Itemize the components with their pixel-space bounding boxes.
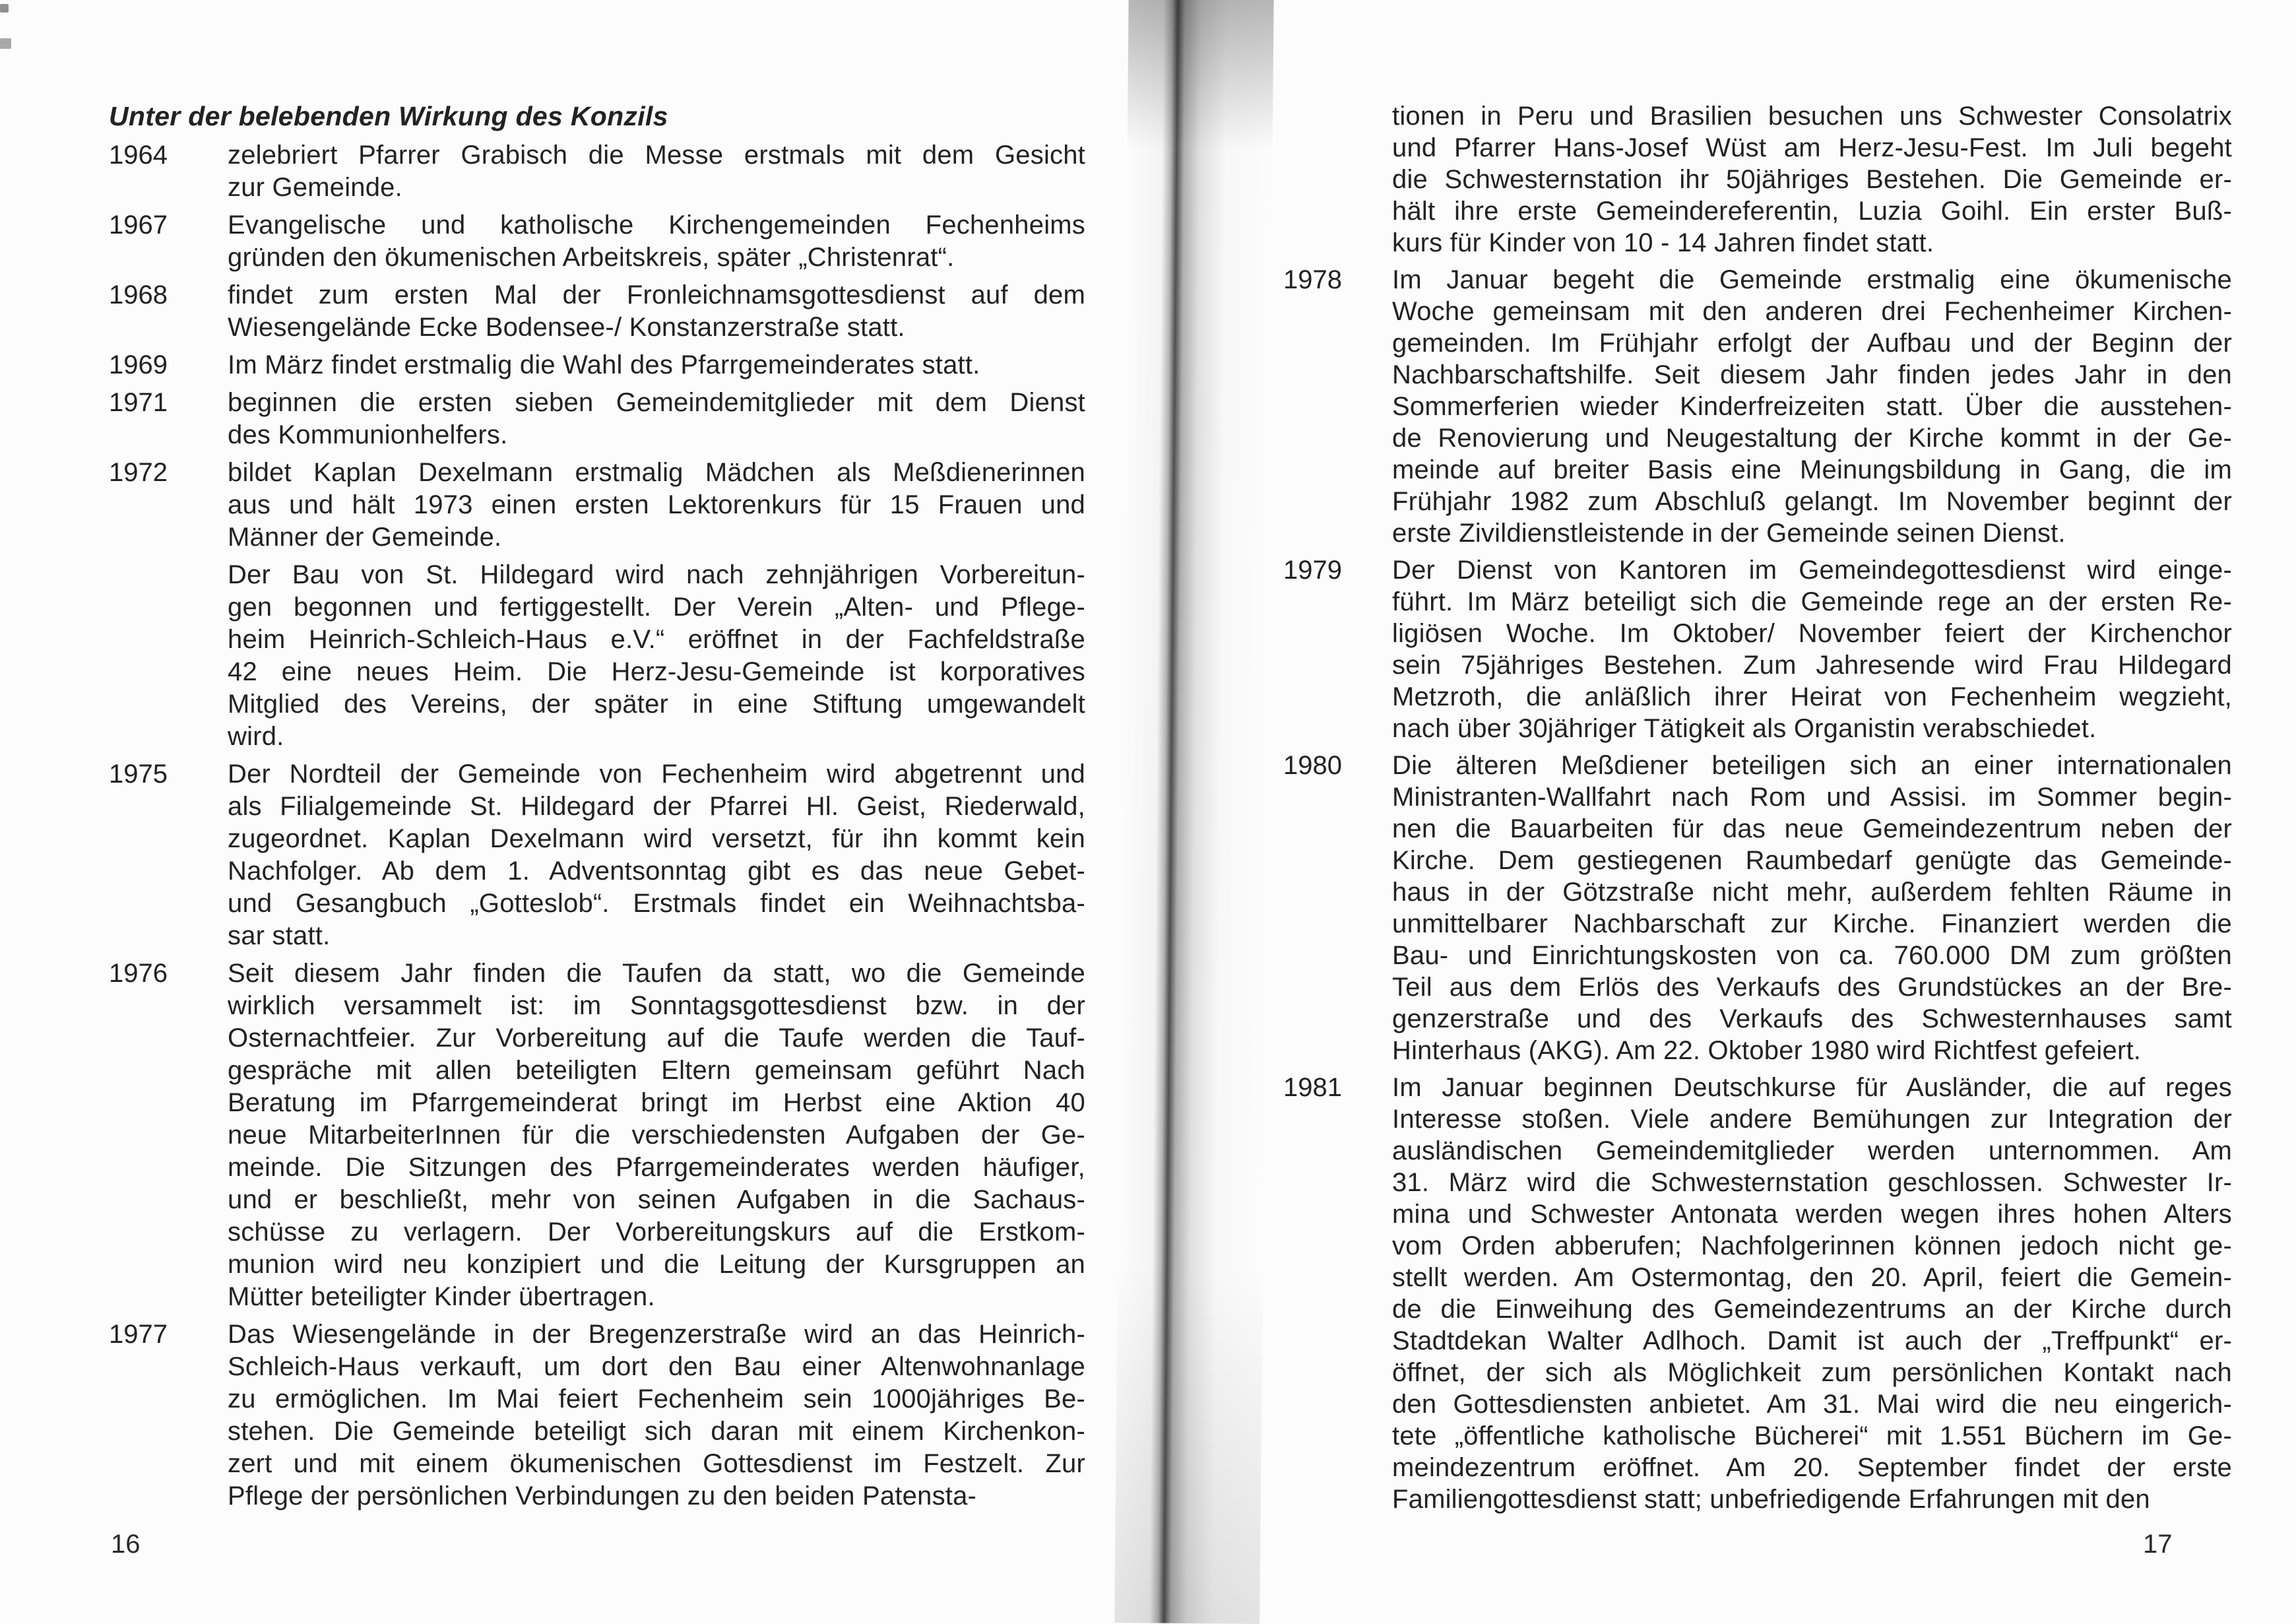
section-heading: Unter der belebenden Wirkung des Konzils: [109, 101, 668, 131]
text-line: sein 75jähriges Bestehen. Zum Jahresende wird Frau Hildegard: [1392, 651, 2232, 680]
timeline-entry: [1283, 554, 2232, 744]
text-line: beginnen die ersten sieben Gemeindemitglieder mit dem Dienst: [228, 388, 1085, 417]
text-line: Hinterhaus (AKG). Am 22. Oktober 1980 wird Richtfest gefeiert.: [1392, 1036, 2142, 1065]
text-line: 31. März wird die Schwesternstation geschlossen. Schwester Ir-: [1392, 1168, 2232, 1197]
text-line: vom Orden abberufen; Nachfolgerinnen können jedoch nicht ge-: [1392, 1231, 2232, 1260]
entry-year: [1283, 100, 1392, 259]
timeline-entry: [109, 1318, 1085, 1512]
text-line: öffnet, der sich als Möglichkeit zum persönlichen Kontakt nach: [1392, 1358, 2232, 1387]
text-line: mina und Schwester Antonata werden wegen ihres hohen Alters: [1392, 1200, 2232, 1229]
text-line: Metzroth, die anläßlich ihrer Heirat von Fechenheim wegzieht,: [1392, 682, 2232, 711]
text-line: Der Nordteil der Gemeinde von Fechenheim wird abgetrennt und: [228, 760, 1085, 789]
text-line: und Pfarrer Hans-Josef Wüst am Herz-Jesu-Fest. Im Juli begeht: [1392, 133, 2232, 162]
text-line: Schleich-Haus verkauft, um dort den Bau einer Altenwohnanlage: [228, 1352, 1085, 1381]
timeline-entry: [1283, 1072, 2232, 1515]
entry-text: [228, 457, 1085, 554]
book-gutter-shadow: [1114, 0, 1274, 1624]
text-line: nach über 30jähriger Tätigkeit als Organistin verabschiedet.: [1392, 714, 2097, 743]
timeline-entry: [1283, 264, 2232, 549]
timeline-entry: [109, 349, 1085, 381]
entry-year: 1980: [1283, 751, 1342, 780]
text-line: aus und hält 1973 einen ersten Lektorenkurs für 15 Frauen und: [228, 490, 1085, 519]
timeline-entry: [1283, 100, 2232, 259]
timeline-entry: [109, 139, 1085, 204]
timeline-entry: [109, 209, 1085, 274]
timeline-entry: [109, 958, 1085, 1313]
text-line: Evangelische und katholische Kirchengemeinden Fechenheims: [228, 211, 1085, 240]
timeline-left: [109, 139, 1085, 1512]
timeline-entry: [109, 457, 1085, 554]
text-line: ausländischen Gemeindemitglieder werden unternommen. Am: [1392, 1136, 2232, 1165]
entry-year: 1964: [109, 141, 168, 170]
text-line: den Gottesdiensten anbietet. Am 31. Mai wird die neu eingerich-: [1392, 1390, 2232, 1419]
entry-year: 1979: [1283, 556, 1342, 585]
entry-text: [228, 279, 1085, 344]
text-line: munion wird neu konzipiert und die Leitung der Kursgruppen an: [228, 1250, 1085, 1279]
text-line: nen die Bauarbeiten für das neue Gemeindezentrum neben der: [1392, 814, 2232, 843]
text-line: gespräche mit allen beteiligten Eltern gemeinsam geführt Nach: [228, 1056, 1085, 1085]
text-line: bildet Kaplan Dexelmann erstmalig Mädchen als Meßdienerinnen: [228, 458, 1085, 487]
text-line: Die älteren Meßdiener beteiligen sich an einer internationalen: [1392, 751, 2232, 780]
text-line: als Filialgemeinde St. Hildegard der Pfarrei Hl. Geist, Riederwald,: [228, 792, 1085, 821]
entry-year: 1978: [1283, 265, 1342, 294]
entry-text: [228, 209, 1085, 274]
page-number-right: 17: [2143, 1530, 2173, 1559]
text-line: Nachfolger. Ab dem 1. Adventsonntag gibt es das neue Gebet-: [228, 857, 1085, 886]
text-line: Osternachtfeier. Zur Vorbereitung auf die Taufe werden die Tauf-: [228, 1023, 1085, 1053]
text-line: zu ermöglichen. Im Mai feiert Fechenheim sein 1000jähriges Be-: [228, 1384, 1085, 1413]
text-line: die Schwesternstation ihr 50jähriges Bestehen. Die Gemeinde er-: [1392, 165, 2232, 194]
text-line: Der Dienst von Kantoren im Gemeindegottesdienst wird einge-: [1392, 556, 2232, 585]
text-line: Seit diesem Jahr finden die Taufen da statt, wo die Gemeinde: [228, 959, 1085, 988]
text-line: Bau- und Einrichtungskosten von ca. 760.000 DM zum größten: [1392, 941, 2232, 970]
text-line: 42 eine neues Heim. Die Herz-Jesu-Gemeinde ist korporatives: [228, 657, 1085, 686]
text-line: Im Januar begeht die Gemeinde erstmalig eine ökumenische: [1392, 265, 2232, 294]
text-line: Pflege der persönlichen Verbindungen zu den beiden Patensta-: [228, 1481, 977, 1510]
entry-year: 1967: [109, 211, 168, 240]
text-line: Teil aus dem Erlös des Verkaufs des Grundstückes an der Bre-: [1392, 973, 2232, 1002]
page-right: [1283, 100, 2232, 1520]
text-line: unmittelbarer Nachbarschaft zur Kirche. Finanziert werden die: [1392, 909, 2232, 938]
text-line: wirklich versammelt ist: im Sonntagsgottesdienst bzw. in der: [228, 991, 1085, 1020]
entry-text: [1392, 750, 2232, 1066]
text-line: Der Bau von St. Hildegard wird nach zehnjährigen Vorbereitun-: [228, 560, 1085, 589]
text-line: kurs für Kinder von 10 - 14 Jahren findet statt.: [1392, 228, 1934, 257]
entry-text: [1392, 264, 2232, 549]
text-line: Familiengottesdienst statt; unbefriedigende Erfahrungen mit den: [1392, 1485, 2150, 1514]
text-line: tete „öffentliche katholische Bücherei“ mit 1.551 Büchern im Ge-: [1392, 1421, 2232, 1450]
text-line: zert und mit einem ökumenischen Gottesdienst im Festzelt. Zur: [228, 1449, 1085, 1478]
text-line: schüsse zu verlagern. Der Vorbereitungskurs auf die Erstkom-: [228, 1218, 1085, 1247]
entry-text: [228, 349, 1085, 381]
entry-text: [228, 958, 1085, 1313]
text-line: Wiesengelände Ecke Bodensee-/ Konstanzerstraße statt.: [228, 313, 905, 342]
text-line: Sommerferien wieder Kinderfreizeiten statt. Über die ausstehen-: [1392, 392, 2232, 421]
text-line: Kirche. Dem gestiegenen Raumbedarf genügte das Gemeinde-: [1392, 846, 2232, 875]
text-line: haus in der Götzstraße nicht mehr, außerdem fehlten Räume in: [1392, 878, 2232, 907]
text-line: Nachbarschaftshilfe. Seit diesem Jahr finden jedes Jahr in den: [1392, 360, 2232, 389]
timeline-entry: [109, 758, 1085, 952]
text-line: meinde. Die Sitzungen des Pfarrgemeinderates werden häufiger,: [228, 1153, 1085, 1182]
entry-text: [228, 139, 1085, 204]
text-line: gen begonnen und fertiggestellt. Der Verein „Alten- und Pflege-: [228, 593, 1085, 622]
entry-text: [228, 387, 1085, 451]
text-line: stehen. Die Gemeinde beteiligt sich daran mit einem Kirchenkon-: [228, 1417, 1085, 1446]
text-line: heim Heinrich-Schleich-Haus e.V.“ eröffnet in der Fachfeldstraße: [228, 625, 1085, 654]
timeline-right: [1283, 100, 2232, 1515]
text-line: zur Gemeinde.: [228, 173, 402, 202]
text-line: de die Einweihung des Gemeindezentrums an der Kirche durch: [1392, 1295, 2232, 1324]
entry-text: [228, 1318, 1085, 1512]
text-line: wird.: [228, 722, 284, 751]
entry-text: [1392, 100, 2232, 259]
text-line: neue MitarbeiterInnen für die verschiedensten Aufgaben der Ge-: [228, 1121, 1085, 1150]
text-line: hält ihre erste Gemeindereferentin, Luzia Goihl. Ein erster Buß-: [1392, 197, 2232, 226]
entry-text: [1392, 554, 2232, 744]
text-line: sar statt.: [228, 921, 331, 950]
timeline-entry: [1283, 750, 2232, 1066]
text-line: findet zum ersten Mal der Fronleichnamsgottesdienst auf dem: [228, 280, 1085, 309]
text-line: zelebriert Pfarrer Grabisch die Messe erstmals mit dem Gesicht: [228, 141, 1085, 170]
text-line: und er beschließt, mehr von seinen Aufgaben in die Sachaus-: [228, 1185, 1085, 1214]
timeline-entry: [109, 559, 1085, 753]
text-line: führt. Im März beteiligt sich die Gemeinde rege an der ersten Re-: [1392, 587, 2232, 616]
text-line: Mitglied des Vereins, der später in eine Stiftung umgewandelt: [228, 690, 1085, 719]
text-line: zugeordnet. Kaplan Dexelmann wird versetzt, für ihn kommt kein: [228, 824, 1085, 853]
scan-edge-mark: [0, 38, 11, 49]
text-line: Stadtdekan Walter Adlhoch. Damit ist auch der „Treffpunkt“ er-: [1392, 1326, 2232, 1355]
entry-text: [228, 559, 1085, 753]
text-line: Das Wiesengelände in der Bregenzerstraße wird an das Heinrich-: [228, 1320, 1085, 1349]
text-line: Ministranten-Wallfahrt nach Rom und Assisi. im Sommer begin-: [1392, 783, 2232, 812]
text-line: gemeinden. Im Frühjahr erfolgt der Aufbau und der Beginn der: [1392, 329, 2232, 358]
text-line: stellt werden. Am Ostermontag, den 20. April, feiert die Gemein-: [1392, 1263, 2232, 1292]
entry-year: 1969: [109, 350, 168, 379]
entry-year: 1977: [109, 1320, 168, 1349]
text-line: Mütter beteiligter Kinder übertragen.: [228, 1282, 655, 1311]
text-line: meindezentrum eröffnet. Am 20. September findet der erste: [1392, 1453, 2232, 1482]
entry-year: 1968: [109, 280, 168, 309]
entry-year: 1975: [109, 760, 168, 789]
text-line: tionen in Peru und Brasilien besuchen uns Schwester Consolatrix: [1392, 102, 2232, 131]
text-line: Interesse stoßen. Viele andere Bemühungen zur Integration der: [1392, 1105, 2232, 1134]
text-line: Woche gemeinsam mit den anderen drei Fechenheimer Kirchen-: [1392, 297, 2232, 326]
entry-year: [109, 559, 228, 753]
text-line: Männer der Gemeinde.: [228, 523, 502, 552]
page-number-left: 16: [111, 1530, 141, 1559]
text-line: Frühjahr 1982 zum Abschluß gelangt. Im November beginnt der: [1392, 487, 2232, 516]
timeline-entry: [109, 387, 1085, 451]
entry-year: 1981: [1283, 1073, 1342, 1102]
text-line: gründen den ökumenischen Arbeitskreis, später „Christenrat“.: [228, 243, 955, 272]
entry-text: [228, 758, 1085, 952]
text-line: genzerstraße und des Verkaufs des Schwesternhauses samt: [1392, 1004, 2232, 1033]
entry-year: 1971: [109, 388, 168, 417]
entry-year: 1972: [109, 458, 168, 487]
page-left: [109, 100, 1085, 1518]
entry-year: 1976: [109, 959, 168, 988]
text-line: des Kommunionhelfers.: [228, 420, 508, 449]
text-line: Im Januar beginnen Deutschkurse für Ausländer, die auf reges: [1392, 1073, 2232, 1102]
scan-edge-mark: [0, 4, 9, 13]
timeline-entry: [109, 279, 1085, 344]
text-line: meinde auf breiter Basis eine Meinungsbildung in Gang, die im: [1392, 455, 2232, 484]
text-line: Im März findet erstmalig die Wahl des Pfarrgemeinderates statt.: [228, 350, 980, 379]
text-line: und Gesangbuch „Gotteslob“. Erstmals findet ein Weihnachtsba-: [228, 889, 1085, 918]
text-line: ligiösen Woche. Im Oktober/ November feiert der Kirchenchor: [1392, 619, 2232, 648]
text-line: de Renovierung und Neugestaltung der Kirche kommt in der Ge-: [1392, 424, 2232, 453]
text-line: Beratung im Pfarrgemeinderat bringt im Herbst eine Aktion 40: [228, 1088, 1085, 1117]
entry-text: [1392, 1072, 2232, 1515]
text-line: erste Zivildienstleistende in der Gemeinde seinen Dienst.: [1392, 519, 2066, 548]
